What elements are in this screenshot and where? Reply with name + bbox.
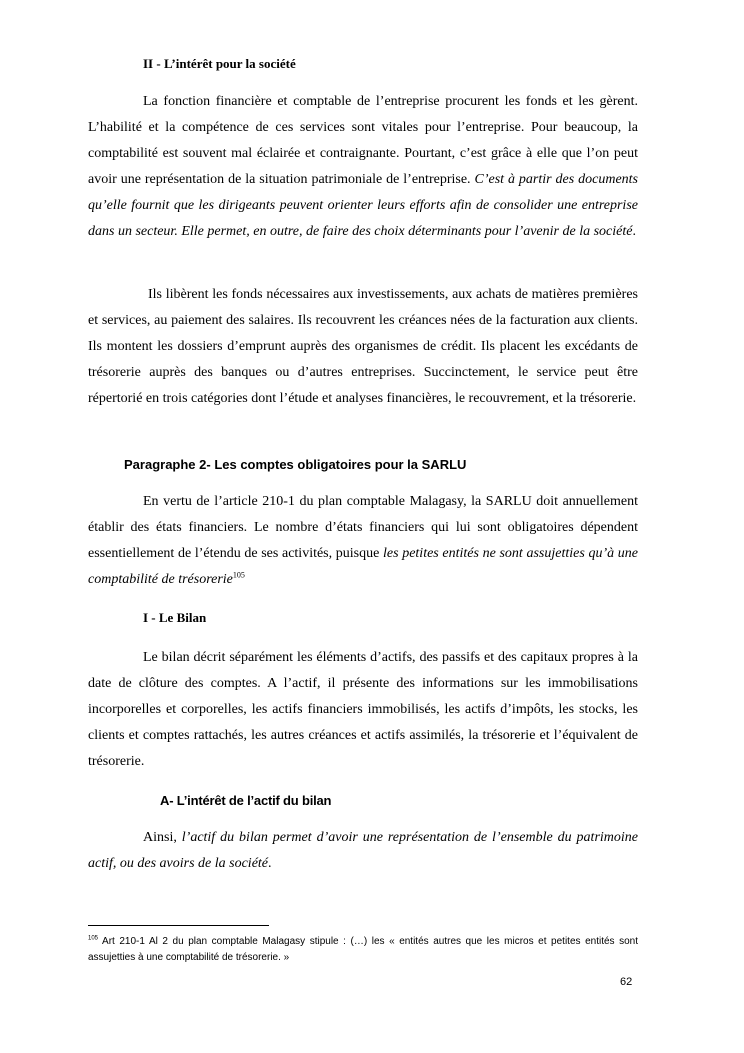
paragraph-2-heading: Paragraphe 2- Les comptes obligatoires pour la SARLU: [124, 457, 467, 472]
paragraph-text: En vertu de l’article 210-1 du plan comptable Malagasy, la SARLU doit annuellement établir des états financiers. Le nombre d’états financiers qui lui sont obligatoires dépendent essentiellement de l’étendu de ses activités, puisque: [88, 494, 638, 561]
paragraph-article-210: [88, 489, 638, 593]
paragraph-text: La fonction financière et comptable de l’entreprise procurent les fonds et les gèrent. L’habilité et la compétence de ces services sont vitales pour l’entreprise. Pour beaucoup, la comptabilité est souvent mal éclairée et contraignante. Pourtant, c’est grâce à elle que l’on peut avoir une représentation de la situation patrimoniale de l’entreprise.: [88, 94, 638, 187]
paragraph-funds: [88, 282, 638, 412]
subsection-a-heading: A- L’intérêt de l’actif du bilan: [160, 793, 332, 808]
paragraph-text: Le bilan décrit séparément les éléments d’actifs, des passifs et des capitaux propres à la date de clôture des comptes. A l’actif, il présente des informations sur les immobilisations incorporelles et corporelles, les actifs financiers immobilisés, les actifs d’impôts, les stocks, les clients et comptes rattachés, les autres créances et actifs assimilés, la trésorerie et l’équivalent de trésorerie.: [88, 650, 638, 769]
paragraph-bilan: [88, 645, 638, 775]
paragraph-actif: Ainsi, l’actif du bilan permet d’avoir une représentation de l’ensemble du patrimoine actif, ou des avoirs de la société.: [88, 830, 638, 871]
paragraph-italic-text: l’actif du bilan permet d’avoir une représentation de l’ensemble du patrimoine actif, ou des avoirs de la société: [88, 830, 638, 871]
footnote-divider: [88, 925, 269, 926]
footnote: [88, 934, 638, 966]
paragraph-italic-text: les petites entités ne sont assujetties qu’à une comptabilité de trésorerie: [88, 546, 638, 587]
footnote-reference[interactable]: 105: [232, 570, 245, 580]
footnote-number: 105: [88, 935, 99, 942]
section-i-heading: I - Le Bilan: [143, 610, 207, 625]
paragraph-text: Ils libèrent les fonds nécessaires aux investissements, aux achats de matières premières et services, au paiement des salaires. Ils recouvrent les créances nées de la facturation aux clients. Ils montent les dossiers d’emprunt auprès des organismes de crédit. Ils placent les excédants de trésorerie auprès des banques ou d’autres entreprises. Succinctement, le service peut être répertorié en trois catégories dont l’étude et analyses financières, le recouvrement, et la trésorerie.: [88, 287, 638, 406]
paragraph-italic-text: C’est à partir des documents qu’elle fournit que les dirigeants peuvent orienter leurs efforts afin de consolider une entreprise dans un secteur. Elle permet, en outre, de faire des choix déterminants pour l’avenir de la société: [88, 172, 639, 239]
page-number: 62: [620, 976, 633, 988]
section-ii-heading: II - L’intérêt pour la société: [143, 56, 296, 71]
paragraph-text: Ainsi,: [143, 830, 182, 845]
footnote-text: Art 210-1 Al 2 du plan comptable Malagasy stipule : (…) les « entités autres que les micros et petites entités sont assujetties à une comptabilité de trésorerie. »: [88, 936, 638, 963]
paragraph-financial-function: La fonction financière et comptable de l’entreprise procurent les fonds et les gèrent. L’habilité et la compétence de ces services sont vitales pour l’entreprise. Pour beaucoup, la comptabilité est souvent mal éclairée et contraignante. Pourtant, c’est grâce à elle que l’on peut avoir une représentation de la situation patrimoniale de l’entreprise. C’est à partir des documents qu’elle fournit que les dirigeants peuvent orienter leurs efforts afin de consolider une entreprise dans un secteur. Elle permet, en outre, de faire des choix déterminants pour l’avenir de la société.: [88, 94, 639, 239]
